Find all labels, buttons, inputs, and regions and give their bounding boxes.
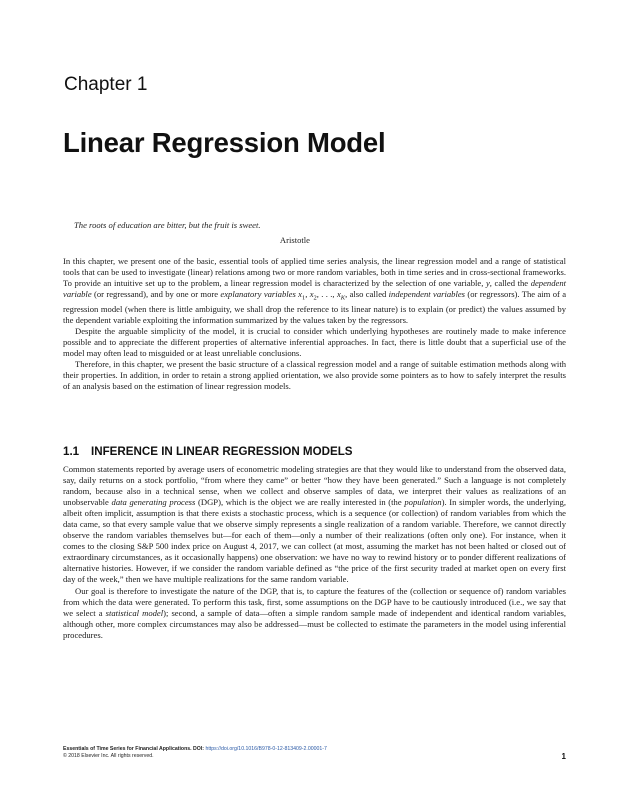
intro-paragraph-1: In this chapter, we present one of the basic, essential tools of applied time series analysis, the linear regression model and a range of statistical tools that can be used to investigate (linear) relations among two or more random variables, both in time series and in cross-sectional frameworks. To provide an intuitive set up to the problem, a linear regression model is characterized by the selection of one variable, y, called the dependent variable (or regressand), and by one or more explanatory variables $x_1$, $x_2$, . . ., $x_K$, also called independent variables (or regressors). The aim of a regression model (when there is little ambiguity, we shall drop the reference to its linear nature) is to explain (or predict) the values assumed by the dependent variable exploiting the information summarized by the values taken by the regressors.: [63, 256, 567, 325]
footer-doi-label: DOI:: [193, 746, 204, 752]
section-title: INFERENCE IN LINEAR REGRESSION MODELS: [91, 445, 353, 458]
section-heading: [63, 445, 353, 458]
intro-paragraph-3: Therefore, in this chapter, we present the basic structure of a classical regression model and a range of suitable estimation methods along with their properties. In addition, in order to retain a strong applied orientation, we also provide some pointers as to how to safely interpret the results of an analysis based on the estimation of linear regression models.: [63, 359, 566, 392]
epigraph-quote: The roots of education are bitter, but the fruit is sweet.: [74, 220, 261, 230]
intro-text: [63, 256, 566, 392]
section-paragraph-1: Common statements reported by average users of econometric modeling strategies are that they would like to understand from the observed data, say, daily returns on a stock portfolio, “from where they came” or better “how they have been generated.” Such a language is not completely random, because also in a technical sense, when we collect and observe samples of data, we interpret their values as realizations of an unobservable data generating process (DGP), which is the object we are really interested in (the population). In simpler words, the underlying, albeit often implicit, assumption is that there exists a stochastic process, which is a sequence (or collection) of random variables from which the data came, so that every sample value that we observe simply represents a single realization of a random variable. Therefore, we cannot directly observe the random variables themselves but—for each of them—only a number of their realizations (often only one). For instance, when it comes to the closing S&P 500 index price on August 4, 2017, we can collect (at most, assuming the market has not been halted or closed out of extraordinary circumstances, as it occasionally happens) one observation: we have no way to rewind history or to ponder different realizations of alternative histories. However, if we consider the random variable defined as “the price of the first security traded at market open on every first day of the week,” then we have multiple realizations for the same random variable.: [63, 464, 567, 585]
footer-doi-link[interactable]: https://doi.org/10.1016/B978-0-12-813409-2.00001-7: [205, 746, 327, 752]
footer-copyright: © 2018 Elsevier Inc. All rights reserved.: [63, 753, 154, 759]
footer-citation: [63, 746, 566, 753]
chapter-label: Chapter 1: [64, 74, 148, 95]
section-number: 1.1: [63, 445, 80, 458]
chapter-title: Linear Regression Model: [63, 127, 386, 158]
intro-paragraph-2: Despite the arguable simplicity of the model, it is crucial to consider which underlying hypotheses are routinely made to make inference possible and to appreciate the different properties of alternative inferential approaches. In fact, there is little doubt that a superficial use of the model may often lead to misguided or at least unreliable conclusions.: [63, 326, 566, 359]
section-text: [63, 464, 566, 641]
section-paragraph-2: Our goal is therefore to investigate the nature of the DGP, that is, to capture the features of the (collection or sequence of) random variables from which the data were generated. To perform this task, first, some assumptions on the DGP have to be cautiously introduced (i.e., we say that we select a statistical model); second, a sample of data—often a simple random sample made of independent and identical random variables, although other, more complex circumstances may also be addressed—must be collected to estimate the parameters in the model using inferential procedures.: [63, 585, 566, 640]
page-number: 1: [561, 752, 566, 761]
footer-book-title: Essentials of Time Series for Financial Applications.: [63, 746, 192, 752]
page-footer: [63, 746, 566, 760]
epigraph-author: Aristotle: [279, 235, 310, 245]
